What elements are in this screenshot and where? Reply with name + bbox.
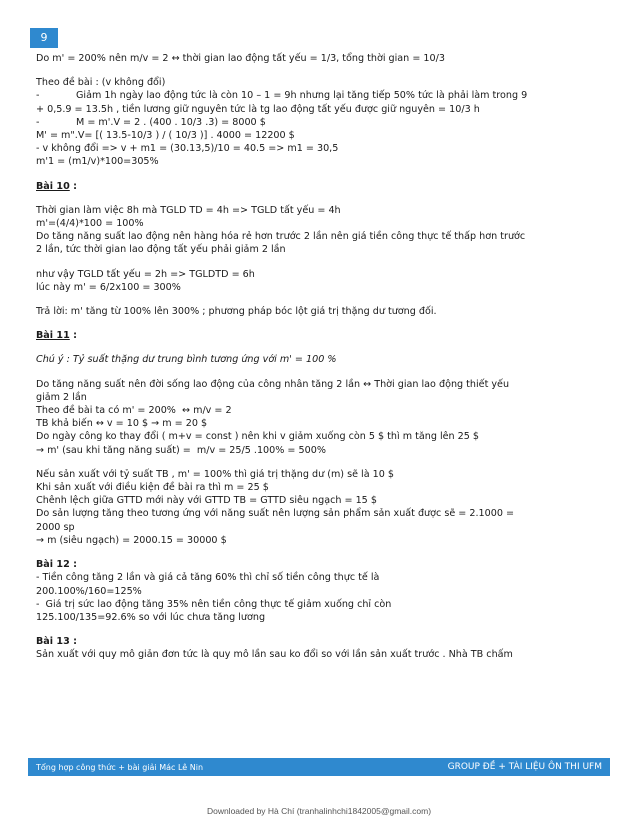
text-line: Do tăng năng suất nên đời sống lao động của công nhân tăng 2 lần ↔ Thời gian lao động thiết yếu: [36, 378, 510, 390]
heading-title: Bài 11: [36, 330, 70, 342]
text-line: Giảm 1h ngày lao động tức là còn 10 – 1 = 9h nhưng lại tăng tiếp 50% tức là phải làm trong 9: [76, 90, 528, 102]
page-number-badge: 9: [30, 28, 58, 48]
heading-colon: :: [69, 180, 77, 192]
text-line: M = m'.V = 2 . (400 . 10/3 .3) = 8000 $: [76, 116, 266, 128]
text-line: Chênh lệch giữa GTTD mới này với GTTD TB = GTTD siêu ngạch = 15 $: [36, 495, 377, 507]
section-heading-bai-12: Bài 12 :: [36, 559, 77, 571]
text-line: Theo đề bài : (v không đổi): [36, 77, 166, 89]
text-line: Nếu sản xuất với tỷ suất TB , m' = 100% thì giá trị thặng dư (m) sẽ là 10 $: [36, 468, 394, 480]
bullet-item: [36, 89, 610, 102]
download-note: Downloaded by Hà Chí (tranhalinhchi1842005@gmail.com): [206, 806, 432, 816]
section-heading-bai-13: Bài 13 :: [36, 636, 77, 648]
text-line: m'1 = (m1/v)*100=305%: [36, 156, 159, 168]
text-line: Do m' = 200% nên m/v = 2 ↔ thời gian lao động tất yếu = 1/3, tổng thời gian = 10/3: [36, 53, 445, 64]
text-line: M' = m".V= [( 13.5-10/3 ) / ( 10/3 )] . 4000 = 12200 $: [36, 130, 295, 142]
text-line: 2 lần, tức thời gian lao động tất yếu phải giảm 2 lần: [36, 244, 286, 256]
text-line: 200.100%/160=125%: [36, 585, 142, 597]
bullet-dash: -: [36, 116, 40, 128]
text-line: Theo đề bài ta có m' = 200% ↔ m/v = 2: [36, 405, 232, 417]
heading-colon: :: [69, 330, 77, 342]
text-line: - v không đổi => v + m1 = (30.13,5)/10 = 40.5 => m1 = 30,5: [36, 143, 339, 155]
footer-right-text: GROUP ĐỀ + TÀI LIỆU ÔN THI UFM: [447, 762, 602, 772]
note-line: Chú ý : Tỷ suất thặng dư trung bình tương ứng với m' = 100 %: [36, 354, 337, 366]
text-line: → m (siêu ngạch) = 2000.15 = 30000 $: [36, 534, 227, 546]
text-line: Trả lời: m' tăng từ 100% lên 300% ; phương pháp bóc lột giá trị thặng dư tương đối.: [36, 306, 437, 318]
text-line: Thời gian làm việc 8h mà TGLD TD = 4h => TGLD tất yếu = 4h: [36, 204, 341, 216]
bullet-item: [36, 116, 610, 129]
text-line: Do ngày công ko thay đổi ( m+v = const ) nên khi v giảm xuống còn 5 $ thì m tăng lên 25 $: [36, 431, 480, 443]
text-line: như vậy TGLD tất yếu = 2h => TGLDTD = 6h: [36, 268, 255, 280]
text-line: 125.100/135=92.6% so với lúc chưa tăng lương: [36, 611, 266, 623]
bullet-dash: -: [36, 90, 40, 102]
text-line: Khi sản xuất với điều kiện đề bài ra thì m = 25 $: [36, 482, 269, 494]
document-body: [36, 52, 610, 662]
page-footer: [28, 758, 610, 776]
text-line: lúc này m' = 6/2x100 = 300%: [36, 281, 181, 293]
text-line: giảm 2 lần: [36, 391, 87, 403]
text-line: Sản xuất với quy mô giản đơn tức là quy mô lần sau ko đổi so với lần sản xuất trước . Nhà TB chấm: [36, 649, 513, 661]
text-line: - Tiền công tăng 2 lần và giá cả tăng 60% thì chỉ số tiền công thực tế là: [36, 572, 380, 584]
text-line: m'=(4/4)*100 = 100%: [36, 218, 144, 230]
text-line: 2000 sp: [36, 521, 75, 533]
section-heading-bai-10: [36, 180, 610, 193]
text-line: → m' (sau khi tăng năng suất) = m/v = 25/5 .100% = 500%: [36, 444, 326, 456]
section-heading-bai-11: [36, 329, 610, 342]
footer-left-text: Tổng hợp công thức + bài giải Mác Lê Nin: [36, 762, 204, 772]
text-line: + 0,5.9 = 13.5h , tiền lương giữ nguyên tức là tg lao động tất yếu được giữ nguyên = 10/3 h: [36, 103, 480, 115]
heading-title: Bài 10: [36, 180, 70, 192]
text-line: Do sản lượng tăng theo tương ứng với năng suất nên lượng sản phẩm sản xuất được sẽ = 2.1000 =: [36, 508, 515, 520]
text-line: Do tăng năng suất lao động nên hàng hóa rẻ hơn trước 2 lần nên giá tiền công thực tế thấp hơn trước: [36, 231, 526, 243]
text-line: TB khả biến ↔ v = 10 $ → m = 20 $: [36, 418, 208, 430]
text-line: - Giá trị sức lao động tăng 35% nên tiền công thực tế giảm xuống chỉ còn: [36, 598, 392, 610]
